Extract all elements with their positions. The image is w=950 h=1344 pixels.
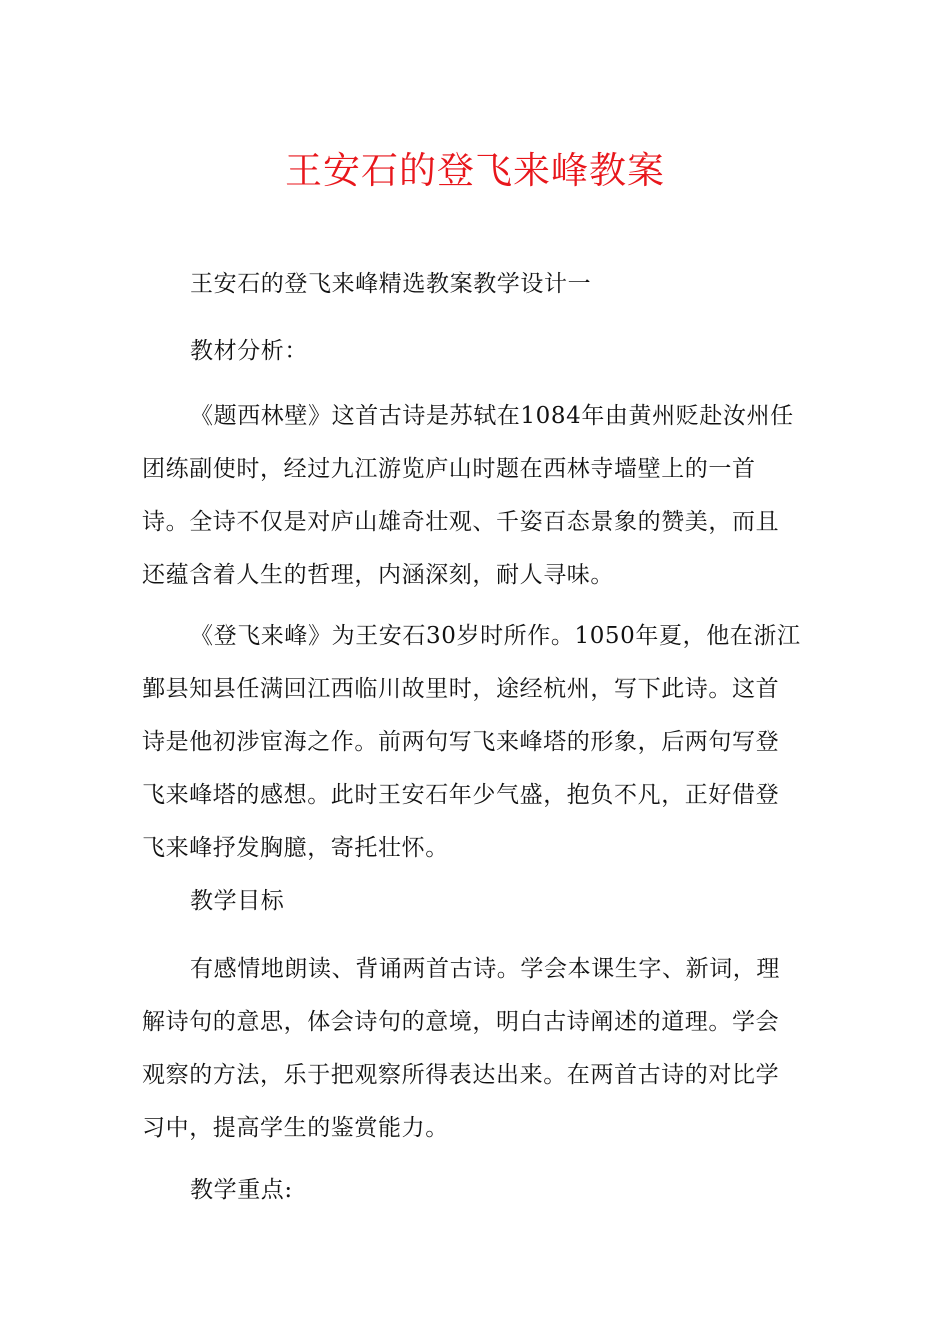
paragraph-body: 有感情地朗读、背诵两首古诗。学会本课生字、新词，理解诗句的意思，体会诗句的意境，明白古诗阐述的道理。学会观察的方法，乐于把观察所得表达出来。在两首古诗的对比学习中，提高学生的鉴赏能力。 (142, 956, 780, 1141)
paragraph-body: 《题西林壁》这首古诗是苏轼在1084年由黄州贬赴汝州任团练副使时，经过九江游览庐山时题在西林寺墙壁上的一首诗。全诗不仅是对庐山雄奇壮观、千姿百态景象的赞美，而且还蕴含着人生的哲理，内涵深刻，耐人寻味。 (142, 403, 794, 588)
paragraph-subtitle: 王安石的登飞来峰精选教案教学设计一 (190, 271, 592, 297)
document-title: 王安石的登飞来峰教案 (285, 149, 665, 192)
paragraph-heading-material-analysis: 教材分析： (190, 338, 308, 364)
paragraph-heading-teaching-focus: 教学重点: (190, 1177, 293, 1203)
paragraph-body: 《登飞来峰》为王安石30岁时所作。1050年夏，他在浙江鄞县知县任满回江西临川故里时，途经杭州，写下此诗。这首诗是他初涉宦海之作。前两句写飞来峰塔的形象，后两句写登飞来峰塔的感想。此时王安石年少气盛，抱负不凡，正好借登飞来峰抒发胸臆，寄托壮怀。 (142, 623, 801, 861)
paragraph-heading-teaching-goals: 教学目标 (190, 888, 285, 914)
